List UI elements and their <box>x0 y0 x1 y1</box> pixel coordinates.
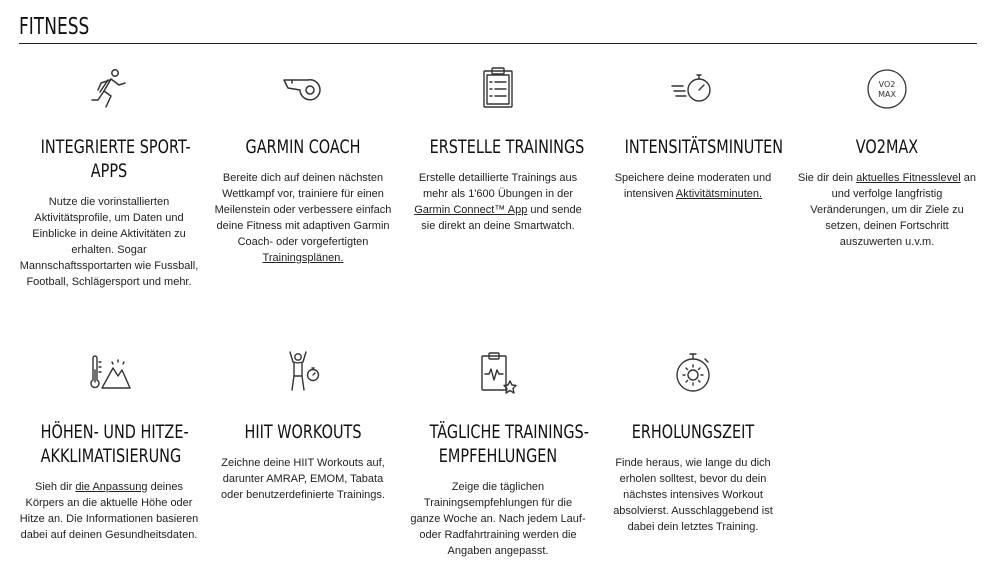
training-plans-link[interactable]: Trainingsplänen. <box>262 252 344 264</box>
card-description: Sie dir dein aktuelles Fitnesslevel an und verfolge langfristig Veränderungen, um dir Ziele zu setzen, deinen Fortschritt auszuwerten u.v.m. <box>798 172 976 248</box>
clipboard-list-icon <box>473 66 523 112</box>
whistle-icon <box>278 66 328 112</box>
card-description: Sieh dir die Anpassung deines Körpers an die aktuelle Höhe oder Hitze an. Die Informationen basieren dabei auf deinen Gesundheitsdaten. <box>19 481 199 541</box>
fast-stopwatch-icon <box>668 66 718 112</box>
card-title: VO2MAX <box>855 136 919 158</box>
card-title: TÄGLICHE TRAININGS- EMPFEHLUNGEN <box>429 421 589 467</box>
vo2max-badge-icon <box>862 66 912 112</box>
section-header <box>19 13 977 44</box>
svg-text:VO2: VO2 <box>878 80 896 89</box>
card-description: Speichere deine moderaten und intensiven Aktivitätsminuten. <box>614 172 772 200</box>
clipboard-star-icon <box>473 350 523 396</box>
card-title: GARMIN COACH <box>245 136 361 158</box>
card-title: HIIT WORKOUTS <box>244 421 362 443</box>
card-title: INTEGRIERTE SPORT- APPS <box>40 136 191 182</box>
garmin-connect-app-link[interactable]: Garmin Connect™ App <box>414 204 528 216</box>
fitness-level-link[interactable]: aktuelles Fitnesslevel <box>856 172 961 184</box>
card-title: ERSTELLE TRAININGS <box>429 136 585 158</box>
card-description: Zeige die täglichen Trainingsempfehlungen für die ganze Woche an. Nach jedem Lauf- oder Radfahrtraining werden die Angaben angepasst. <box>410 481 586 557</box>
card-description: Zeichne deine HIIT Workouts auf, darunter AMRAP, EMOM, Tabata oder benutzerdefinierte Trainings. <box>221 457 385 501</box>
section-title: FITNESS <box>19 14 90 40</box>
svg-text:MAX: MAX <box>878 90 896 99</box>
card-description: Finde heraus, wie lange du dich erholen solltest, bevor du dein nächstes intensives Workout absolvierst. Ausschlaggebend ist dabei dein letztes Training. <box>613 457 773 533</box>
card-description: Bereite dich auf deinen nächsten Wettkampf vor, trainiere für einen Meilenstein oder verbessere einfach deine Fitness mit adaptiven Garmin Coach- oder vorgefertigten Trainingsplänen. <box>214 172 392 264</box>
adaptation-link[interactable]: die Anpassung <box>75 481 148 493</box>
card-description: Nutze die vorinstallierten Aktivitätsprofile, um Daten und Einblicke in deine Aktivitäten zu erhalten. Sogar Mannschaftssportarten wie Fussball, Football, Schlägersport und mehr. <box>19 196 199 288</box>
card-description: Erstelle detaillierte Trainings aus mehr als 1'600 Übungen in der Garmin Connect™ App und sende sie direkt an deine Smartwatch. <box>414 172 582 232</box>
card-title: HÖHEN- UND HITZE- AKKLIMATISIERUNG <box>40 421 189 467</box>
card-title: ERHOLUNGSZEIT <box>631 421 755 443</box>
thermometer-mountain-icon <box>84 350 134 396</box>
person-stopwatch-icon <box>278 350 328 396</box>
activity-minutes-link[interactable]: Aktivitätsminuten. <box>675 188 763 200</box>
card-title: INTENSITÄTSMINUTEN <box>624 136 784 158</box>
running-person-icon <box>84 66 134 112</box>
recovery-stopwatch-icon <box>668 350 718 396</box>
